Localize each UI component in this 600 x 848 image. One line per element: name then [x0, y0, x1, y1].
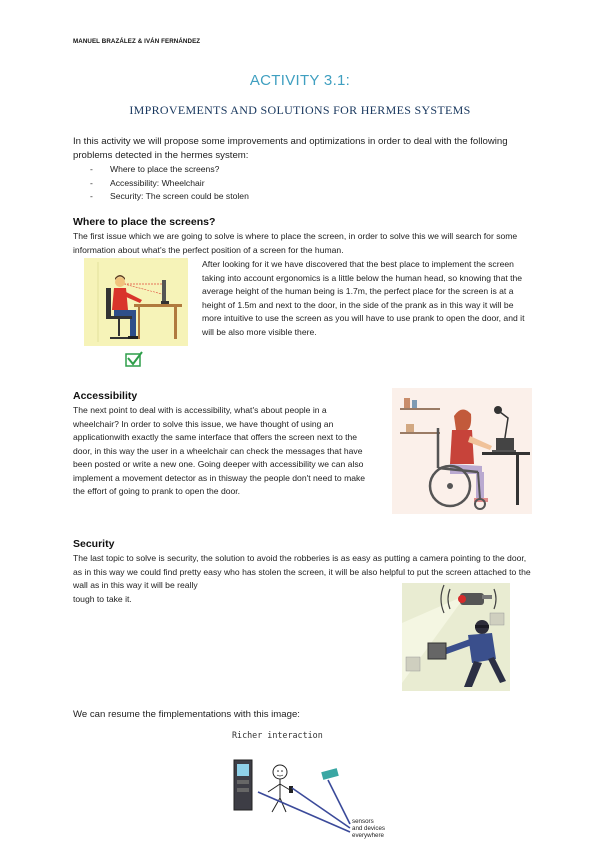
security-heading: Security	[73, 538, 115, 550]
diagram-title: Richer interaction	[232, 730, 323, 740]
list-item: - Security: The screen could be stolen	[90, 190, 249, 204]
wheelchair-illustration	[392, 388, 532, 514]
diagram-label-line: and devices	[352, 825, 386, 832]
diagram-label-line: sensors	[352, 818, 374, 825]
resume-text: We can resume the fimplementations with this image:	[73, 709, 300, 720]
richer-interaction-diagram	[228, 748, 358, 840]
security-text-end: tough to take it.	[73, 594, 132, 604]
list-item: - Accessibility: Wheelchair	[90, 177, 249, 191]
placement-text-1: The first issue which we are going to solve is where to place the screen, in order to solve this we will search for some information about what's the perfect position of a screen for the human.	[73, 231, 518, 255]
intro-paragraph: In this activity we will propose some improvements and optimizations in order to deal with the following problems detected in the hermes system:	[73, 136, 508, 161]
placement-heading: Where to place the screens?	[73, 216, 216, 228]
checkmark-icon	[126, 352, 142, 366]
list-item: - Where to place the screens?	[90, 163, 249, 177]
diagram-label	[352, 818, 385, 839]
problem-list	[90, 163, 249, 204]
security-camera-illustration	[402, 583, 510, 691]
security-text: The last topic to solve is security, the solution to avoid the robberies is as easy as putting a camera pointing to the door, as in this way we could find pretty easy who has stolen the screen, it will be also helpful to put the screen attached to the wall as in this way it will be really	[73, 553, 531, 590]
placement-text-2: After looking for it we have discovered that the best place to implement the screen taking into account ergonomics is a little below the human head, so knowing that the average height of the human being is 1.7m, the perfect place for the screen is at a height of 1.5m and next to the door, in the side of the prank as in this way it will be more intuitive to use the screen as you will have to use prank to open the door, and it will be also more visible there.	[202, 259, 525, 337]
diagram-label-line: everywhere	[352, 832, 384, 839]
page-title: ACTIVITY 3.1:	[249, 72, 351, 89]
accessibility-heading: Accessibility	[73, 390, 138, 402]
author-header: MANUEL BRAZÁLEZ & IVÁN FERNÁNDEZ	[73, 38, 201, 45]
accessibility-text: The next point to deal with is accessibility, what's about people in a wheelchair? In order to solve this issue, we have thought of using an applicationwith exactly the same interface that offers the screen next to the door, in this way the user in a wheelchair can check the messages that have been posted or write a new one. Going deeper with accessibility we can also implement a movement detector as in thisway the people don't need to make the effort of going to prank to open the door.	[73, 405, 366, 496]
page-subtitle: IMPROVEMENTS AND SOLUTIONS FOR HERMES SYSTEMS	[129, 103, 471, 117]
ergonomics-illustration	[84, 258, 188, 372]
